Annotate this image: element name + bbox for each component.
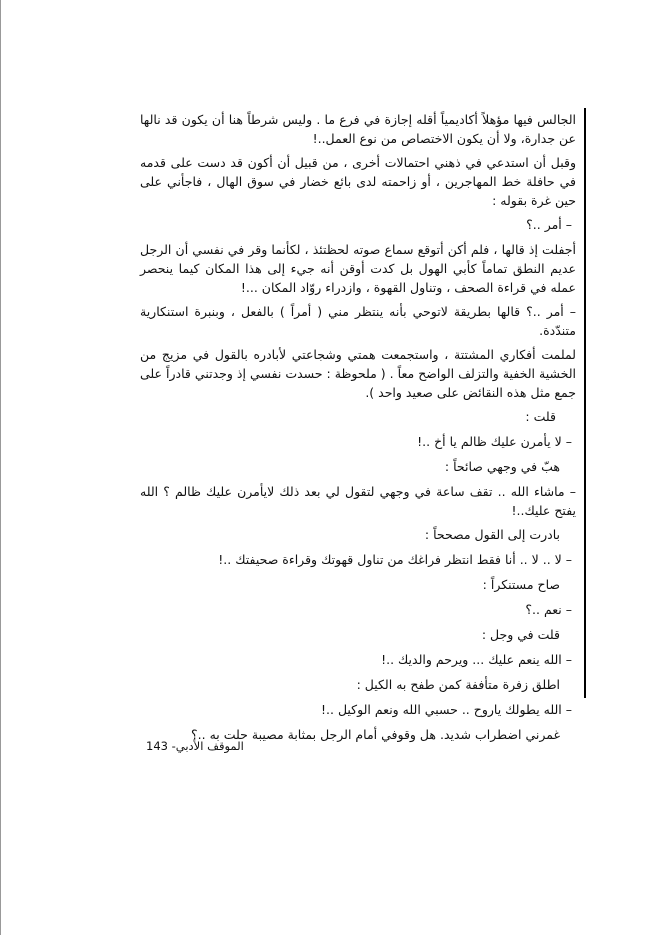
narration-line: بادرت إلى القول مصححاً : (424, 527, 560, 542)
dialogue-paragraph: – ماشاء الله .. تقف ساعة في وجهي لتقول لي بعد ذلك لايأمرن عليك ظالم ؟ الله يفتح عليك..! (140, 484, 576, 518)
paragraph: الجالس فيها مؤهلاً أكاديمياً أقله إجازة في فرع ما . وليس شرطاً هنا أن يكون قد نالها عن جدارة، ولا أن يكون الاختصاص من نوع العمل..! (140, 112, 576, 146)
narration-line: هبّ في وجهي صائحاً : (444, 459, 560, 474)
paragraph: أجفلت إذ قالها ، فلم أكن أتوقع سماع صوته لحظتئذ ، لكأنما وقر في نفسي أن الرجل عديم النطق تماماً كأبي الهول بل كدت أوقن أنه جيء إلى هذا المكان كيما ينحصر عمله في قراءة الصحف ، وتناول القهوة ، وازدراء روّاد المكان ...! (140, 242, 576, 295)
dialogue-line: – الله يطولك ياروح .. حسبي الله ونعم الوكيل ..! (321, 702, 572, 717)
dialogue-line: – أمر ..؟ (526, 217, 572, 232)
narration-line: قلت : (525, 409, 556, 424)
body-text (140, 110, 576, 750)
page-footer: الموقف الأدبي- 143 (146, 739, 244, 753)
narration-line: اطلق زفرة متأففة كمن طفح به الكيل : (356, 677, 560, 692)
paragraph: لملمت أفكاري المشتتة ، واستجمعت همتي وشجاعتي لأبادره بالقول في مزيج من الخشية الخفية والتزلف الواضح معاً . ( ملحوظة : حسدت نفسي إذ وجدتني قادراً على جمع مثل هذه النقائض على صعيد واحد ). (140, 347, 576, 400)
narration-line: غمرني اضطراب شديد. هل وقوفي أمام الرجل بمثابة مصيبة حلت به ..؟ (191, 727, 560, 742)
dialogue-line: – نعم ..؟ (525, 602, 572, 617)
dialogue-line: – الله ينعم عليك ... ويرحم والديك ..! (381, 652, 572, 667)
margin-rule (584, 108, 586, 698)
paragraph: وقبل أن استدعي في ذهني احتمالات أخرى ، من قبيل أن أكون قد دست على قدمه في حافلة خط المهاجرين ، أو زاحمته لدى بائع خضار في سوق الهال ، فاجأني على حين غرة بقوله : (140, 155, 576, 208)
narration-line: قلت في وجل : (481, 627, 560, 642)
narration-line: صاح مستنكراً : (482, 577, 560, 592)
dialogue-line: – لا يأمرن عليك ظالم يا أخ ..! (417, 434, 572, 449)
paragraph: – أمر ..؟ قالها بطريقة لاتوحي بأنه ينتظر مني ( أمراً ) بالفعل ، وبنبرة استنكارية متندّدة. (140, 304, 576, 338)
dialogue-line: – لا .. لا .. أنا فقط انتظر فراغك من تناول قهوتك وقراءة صحيفتك ..! (218, 552, 572, 567)
page-edge (0, 0, 1, 935)
